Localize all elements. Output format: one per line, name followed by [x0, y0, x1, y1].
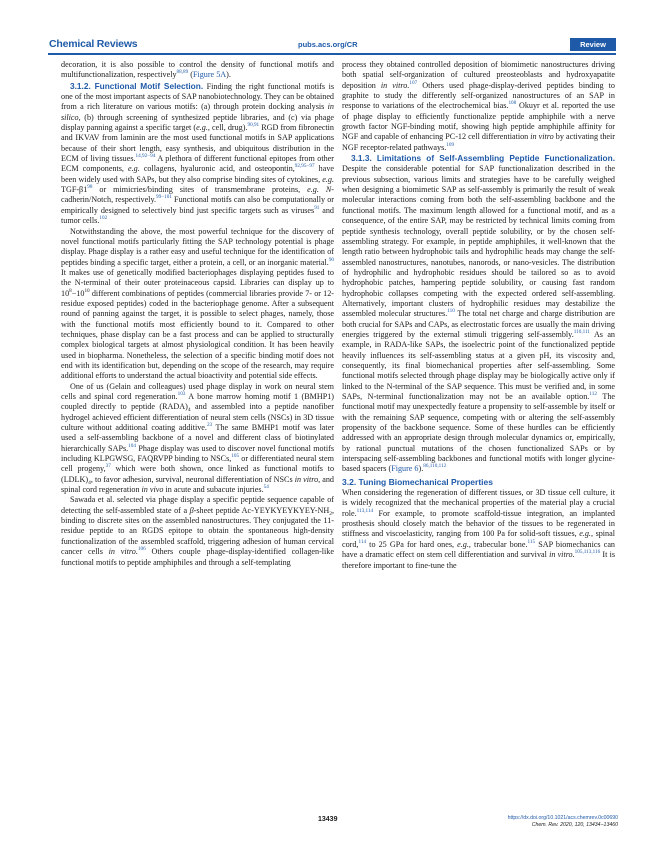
article-type-badge: Review — [570, 38, 616, 51]
citation-ref[interactable]: 104 — [128, 442, 136, 449]
citation-ref[interactable]: 110,111 — [573, 328, 591, 335]
paragraph: 3.1.3. Limitations of Self-Assembling Peptide Functionalization. Despite the considerable potential for SAP functionalization described in the previous subsection, various limits and strategies have to be carefully weighed when designing a biomimetic SAP as self-assembly is primarily the result of weak molecular interactions coming from both the self-assembling backbone and the functional motifs. The maximum length allowed for a functional motif, and as a consequence, of the entire SAP, may be restricted by technical limits coming from peptide synthesis technology, overall peptide solubility, or by the chosen self-assembling strategy. For example, in peptide amphiphiles, it well-known that the length ratio between hydrophobic tails and hydrophilic heads may change the self-assembled nanostructures, nanotubes, nanorods, or nano-vesicles. The distribution of hydrophilic and hydrophobic residues should be tailored so as to avoid hydrophobic patches, hampering peptide solubility, or causing fast random hydrophobic collapses competing with the expected ordered self-assembling. Alternatively, important clusters of hydrophilic residues may destabilize the assembled molecular structures.$^{110}$ The total net charge and charge distribution are both crucial for SAPs and CAPs, as electrostatic forces are usually the main driving energies triggered by the external stimuli triggering self-assembly.$^{110,111}$ As an example, in RADA-like SAPs, the isoelectric point of the functionalized peptide heavily influences its self-assembling status at a given pH, its viscosity and, consequently, its final biomechanical properties after self-assembling. Some functional motifs selected through phage display may be biologically active only if linked to the N-terminal of the SAP sequence. This must be verified and, in some SAPs, N-terminal functionalization may not be an available option.$^{112}$ The functional motif may unexpectedly feature a propensity to self-assemble by itself or with the remaining SAP sequence, competing with or altering the self-assembly propensity of the backbone sequence. Some of these hurdles can be efficiently addressed with an appropriate design through molecular dynamics or, empirically, by rational punctual mutations of the chosen functionalized SAPs or by interspacing self-assembling backbones and functional motifs with longer glycine-based spacers (Figure 6).$^{86,110,112}$ — [342, 153, 615, 474]
journal-site-link[interactable]: pubs.acs.org/CR — [298, 40, 358, 49]
citation-ref[interactable]: 91 — [314, 204, 320, 211]
figure-link[interactable]: Figure 6 — [391, 464, 419, 474]
paragraph: Sawada et al. selected via phage display a specific peptide sequence capable of detecting the self-assembled state of a β-sheet peptide $Ac-YEYKYEYKYEY-NH_2$, binding to discrete sites on the assembled nanostructures. They conjugated the 11-residue peptide to an RGDS epitope to obtain the spontaneous high-density functionalization of the assembled scaffold, triggering adhesion of human cervical cancer cells in vitro.$^{106}$ Others couple phage-display-identified collagen-like functional motifs to peptide amphiphiles and through a self-templating — [61, 495, 334, 567]
citation-ref[interactable]: 112 — [589, 391, 597, 397]
citation-ref[interactable]: 103 — [177, 391, 186, 397]
citation-ref[interactable]: 92,95−97 — [294, 163, 315, 170]
paragraph: process they obtained controlled deposition of biomimetic nanostructures driving both spatial self-organization of cultured preosteoblasts and hydroxyapatite deposition in vitro.$^{107}$ Others used phage-display-derived peptides binding to graphite to study the differently self-organized nanostructures of an SAP in response to variations of the electrochemical bias.$^{108}$ Okuyr et al. reported the use of phage display to efficiently functionalize peptide amphiphile with a nerve growth factor NGF-binding motif, showing high peptide amphiphile affinity for NGF and capable of enhancing PC-12 cell differentiation in vitro by activating their NGF receptor-related pathways.$^{109}$ — [342, 60, 615, 152]
citation-ref[interactable]: 113,114 — [356, 507, 374, 514]
citation-ref[interactable]: 114 — [358, 538, 367, 545]
citation-ref[interactable]: 102 — [99, 215, 108, 222]
citation-ref[interactable]: 90,91 — [247, 122, 260, 129]
citation-ref[interactable]: 99−101 — [156, 194, 172, 201]
journal-header — [48, 36, 616, 55]
left-column — [61, 60, 334, 568]
citation-ref[interactable]: 105 — [231, 453, 240, 460]
section-heading: 3.2. Tuning Biomechanical Properties — [342, 476, 493, 487]
citation-ref[interactable]: 109 — [446, 141, 455, 148]
journal-citation: Chem. Rev. 2020, 120, 13434−13460 — [531, 822, 618, 828]
paragraph: One of us (Gelain and colleagues) used phage display in work on neural stem cells and spinal cord regeneration.$^{103}$ A bone marrow homing motif 1 (BMHP1) coupled directly to peptide $(RADA)_4$ and assembled into a peptide nanofiber hydrogel achieved efficient differentiation of neural stem cells (NSCs) in 3D tissue culture without additional coating additive.$^{23}$ The same BMHP1 motif was later used a self-assembling backbone of a novel and different class of biotinylated hierarchically SAPs.$^{104}$ Phage display was used to discover novel functional motifs including KLPGWSG, FAQRVPP binding to NSCs,$^{105}$ or differentiated neural stem cell progeny,$^{37}$ which were both shown, once linked as functional motifs to $(LDLK)_4$, to favor adhesion, survival, neuronal differentiation of NSCs in vitro, and spinal cord regeneration in vivo in acute and subacute injuries.$^{54}$ — [61, 381, 335, 495]
citation-ref[interactable]: 23 — [206, 422, 213, 429]
paragraph: Notwithstanding the above, the most powerful technique for the discovery of novel functional motifs particularly fitting the SAP technology potential is phage display. Phage display is a rather easy and useful technique for the identification of peptides binding a specific target, either a protein, a cell, or an inorganic material.$^{90}$ It makes use of genetically modified bacteriophages displaying peptides fused to the N-terminal of their outer proteinaceous capsid. Libraries can display up to $10^8-10^{10}$ different combinations of peptides (commercial libraries provide 7- or 12-residue exposed peptides) coded in the bacteriophage genome. After a subsequent round of panning against the target, it is possible to select phages, namely, those with the functional motifs most efficiently bound to it. Compared to other techniques, phase display can be a fast process and can be applied to structurally complex biological targets at almost physiological condition. It has been heavily used in biopharma. Nonetheless, the selection of a specific binding motif does not end with its identification but, depending on the scope of the research, may require additional efforts to understand the actual bioactivity and potential side effects. — [61, 226, 334, 381]
right-column — [342, 60, 615, 571]
citation-ref[interactable]: 54 — [263, 484, 269, 491]
journal-title[interactable]: Chemical Reviews — [49, 38, 138, 50]
paragraph: 3.1.2. Functional Motif Selection. Finding the right functional motifs is one of the most important aspects of SAP nanobiotechnology. They can be obtained from a rich literature on various motifs: (a) through protein docking analysis in silico, (b) through screening of synthesized peptide libraries, and (c) via phage display panning against a specific target (e.g., cell, drug).$^{90,91}$ RGD from fibronectin and IKVAV from laminin are the most used functional motifs in SAP applications because of their short length, easy synthesis, and ubiquitous distribution in the ECM of living tissues.$^{14,92-94}$ A plethora of different functional epitopes from other ECM components, e.g. collagens, hyaluronic acid, and osteopontin,$^{92,95-97}$ have been widely used with SAPs, but they also comprise binding sites of cytokines, e.g. TGF-$\beta 1^{98}$ or mimicries/binding sites of transmembrane proteins, e.g. N-cadherin/Notch, respectively.$^{99-101}$ Functional motifs can also be computationally or empirically designed to selectively bind just specific targets such as viruses$^{91}$ and tumor cells.$^{102}$ — [61, 80, 334, 226]
paragraph: When considering the regeneration of different tissues, or 3D tissue cell culture, it is widely recognized that the mechanical properties of the material play a crucial role.$^{113,114}$ For example, to promote scaffold-tissue integration, an implanted prosthesis should closely match the behavior of the tissues to be regenerated in stiffness and viscoelasticity, ranging from 100 Pa for solid-soft tissues, e.g., spinal cord,$^{114}$ to 25 GPa for hard ones, e.g., trabecular bone.$^{115}$ SAP biomechanics can have a dramatic effect on stem cell differentiation and survival in vitro.$^{105,113,116}$ It is therefore important to fine-tune the — [342, 488, 615, 570]
citation-ref[interactable]: 86,110,112 — [423, 463, 447, 470]
citation-ref[interactable]: 115 — [527, 538, 536, 545]
citation-ref[interactable]: 106 — [137, 546, 146, 553]
subsection-heading: 3.1.3. Limitations of Self-Assembling Peptide Functionalization. — [351, 153, 615, 164]
citation-ref[interactable]: 110 — [447, 308, 455, 315]
citation-ref[interactable]: 108 — [508, 100, 517, 107]
citation-ref[interactable]: 98 — [87, 184, 93, 191]
citation-ref[interactable]: 105,113,116 — [574, 549, 601, 556]
subsection-heading: 3.1.2. Functional Motif Selection. — [70, 80, 204, 91]
doi-link[interactable]: https://dx.doi.org/10.1021/acs.chemrev.0c00690 — [507, 815, 618, 821]
citation-ref[interactable]: 90 — [328, 256, 334, 263]
paragraph: decoration, it is also possible to control the density of functional motifs and multifunctionalization, respectively$^{88,89}$ (Figure 5A). — [61, 60, 334, 80]
citation-ref[interactable]: 37 — [105, 463, 111, 470]
citation-ref[interactable]: 88,89 — [176, 69, 189, 76]
citation-ref[interactable]: 107 — [409, 79, 418, 86]
page-number: 13439 — [318, 816, 338, 823]
figure-link[interactable]: Figure 5A — [192, 70, 227, 80]
citation-ref[interactable]: 14,92−94 — [135, 153, 156, 160]
